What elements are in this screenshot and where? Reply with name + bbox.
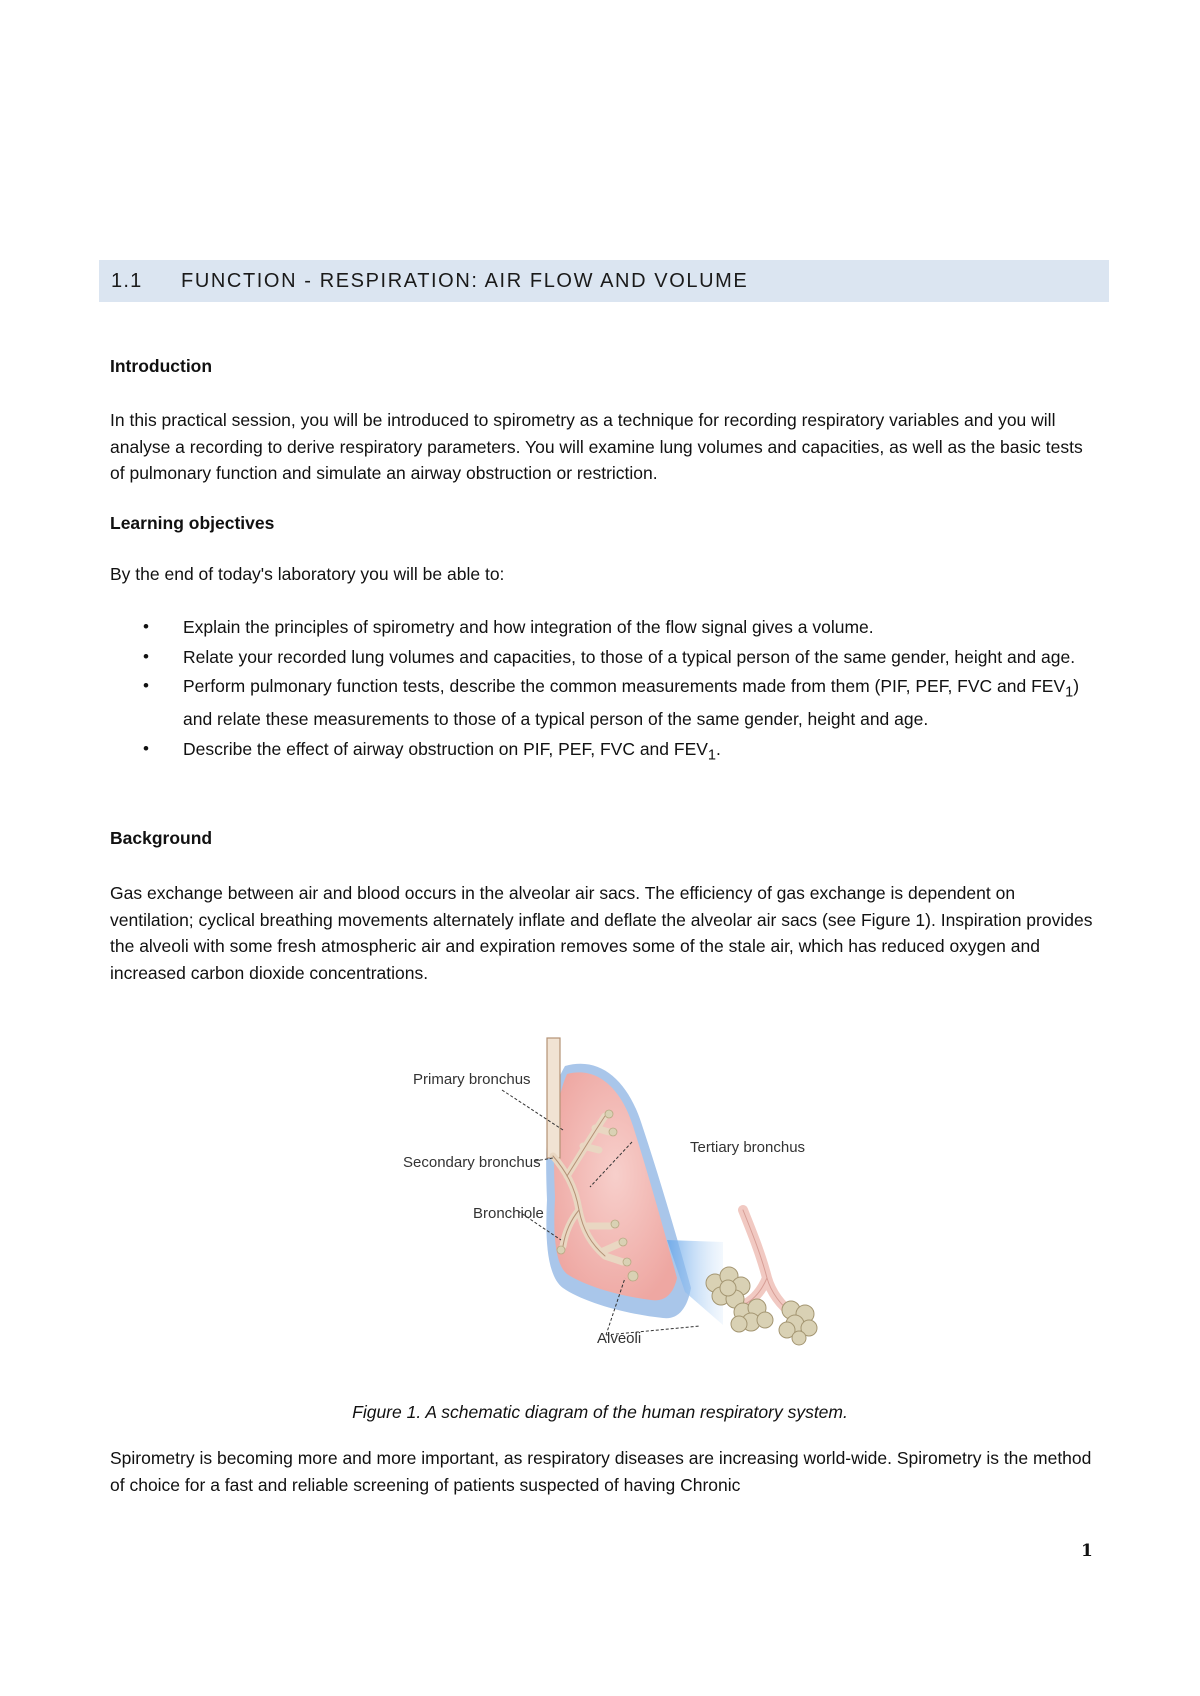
objective-item: • Explain the principles of spirometry and how integration of the flow signal gives a volume.: [110, 614, 1100, 641]
section-title: FUNCTION - RESPIRATION: AIR FLOW AND VOLUME: [181, 269, 749, 292]
label-secondary-bronchus: Secondary bronchus: [403, 1154, 541, 1171]
section-heading: [99, 260, 1109, 302]
trachea-tube: [547, 1038, 560, 1158]
objective-item: • Describe the effect of airway obstruction on PIF, PEF, FVC and $FEV_1$.: [110, 736, 1100, 769]
page-number: 1: [1081, 1541, 1093, 1561]
figure-caption: Figure 1. A schematic diagram of the human respiratory system.: [352, 1402, 848, 1422]
closing-text: Spirometry is becoming more and more important, as respiratory diseases are increasing world-wide. Spirometry is the method of choice for a fast and reliable screening of patients suspected of having Chronic: [110, 1448, 1092, 1495]
label-bronchiole: Bronchiole: [473, 1205, 544, 1222]
label-alveoli: Alveoli: [597, 1330, 642, 1347]
label-primary-bronchus: Primary bronchus: [413, 1071, 531, 1088]
introduction-text: In this practical session, you will be introduced to spirometry as a technique for recording respiratory variables and you will analyse a recording to derive respiratory parameters. You will examine lung volumes and capacities, as well as the basic tests of pulmonary function and simulate an airway obstruction or restriction.: [110, 410, 1083, 483]
lung-diagram: [395, 1030, 895, 1380]
objectives-heading: Learning objectives: [110, 513, 275, 533]
introduction-heading: Introduction: [110, 356, 213, 376]
objective-item: • Perform pulmonary function tests, describe the common measurements made from them (PIF, PEF, FVC and $FEV_1$) and relate these measurements to those of a typical person of the same gender, height and age.: [110, 673, 1100, 733]
objective-item: • Relate your recorded lung volumes and capacities, to those of a typical person of the same gender, height and age.: [110, 644, 1100, 671]
respiratory-system-figure: [395, 1030, 895, 1380]
background-heading: Background: [110, 828, 213, 848]
section-number: 1.1: [111, 269, 143, 292]
objectives-list: [110, 614, 1100, 772]
magnified-alveoli: [706, 1210, 817, 1345]
objectives-lead: By the end of today's laboratory you will be able to:: [110, 564, 505, 584]
background-text: Gas exchange between air and blood occurs in the alveolar air sacs. The efficiency of gas exchange is dependent on ventilation; cyclical breathing movements alternately inflate and deflate the alveolar air sacs (see Figure 1). Inspiration provides the alveoli with some fresh atmospheric air and expiration removes some of the stale air, which has reduced oxygen and increased carbon dioxide concentrations.: [110, 883, 1093, 983]
label-tertiary-bronchus: Tertiary bronchus: [690, 1139, 806, 1156]
